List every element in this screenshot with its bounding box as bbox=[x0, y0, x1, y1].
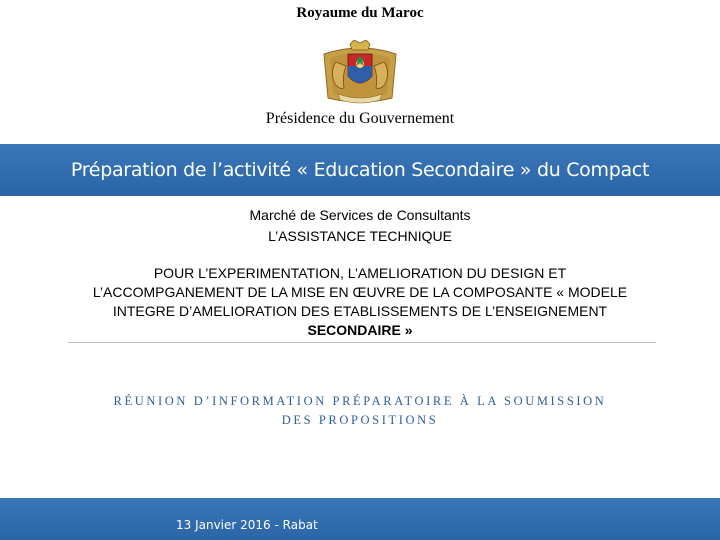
footer-bar bbox=[0, 498, 720, 540]
kingdom-heading: Royaume du Maroc bbox=[296, 5, 424, 21]
title-banner bbox=[0, 144, 720, 196]
meeting-line: RÉUNION D’INFORMATION PRÉPARATOIRE À LA SOUMISSION bbox=[113, 394, 607, 408]
presentation-title: Préparation de l’activité « Education Secondaire » du Compact bbox=[70, 159, 650, 181]
purpose-line: L’ACCOMPGANEMENT DE LA MISE EN ŒUVRE DE LA COMPOSANTE « MODELE bbox=[92, 284, 628, 300]
purpose-line: SECONDAIRE » bbox=[307, 322, 413, 338]
presidency-heading: Présidence du Gouvernement bbox=[265, 110, 455, 127]
date-location: 13 Janvier 2016 - Rabat bbox=[176, 518, 318, 532]
moroccan-coat-of-arms-icon bbox=[318, 40, 402, 106]
meeting-subtitle bbox=[60, 392, 660, 430]
market-type: Marché de Services de Consultants bbox=[249, 207, 471, 223]
meeting-line: DES PROPOSITIONS bbox=[281, 413, 439, 427]
purpose-line: INTEGRE D’AMELIORATION DES ETABLISSEMENTS DE L’ENSEIGNEMENT bbox=[112, 303, 608, 319]
assistance-subtitle: L’ASSISTANCE TECHNIQUE bbox=[268, 228, 452, 244]
purpose-text bbox=[40, 264, 680, 340]
purpose-line: POUR L’EXPERIMENTATION, L’AMELIORATION DU DESIGN ET bbox=[153, 265, 567, 281]
divider bbox=[68, 342, 656, 343]
